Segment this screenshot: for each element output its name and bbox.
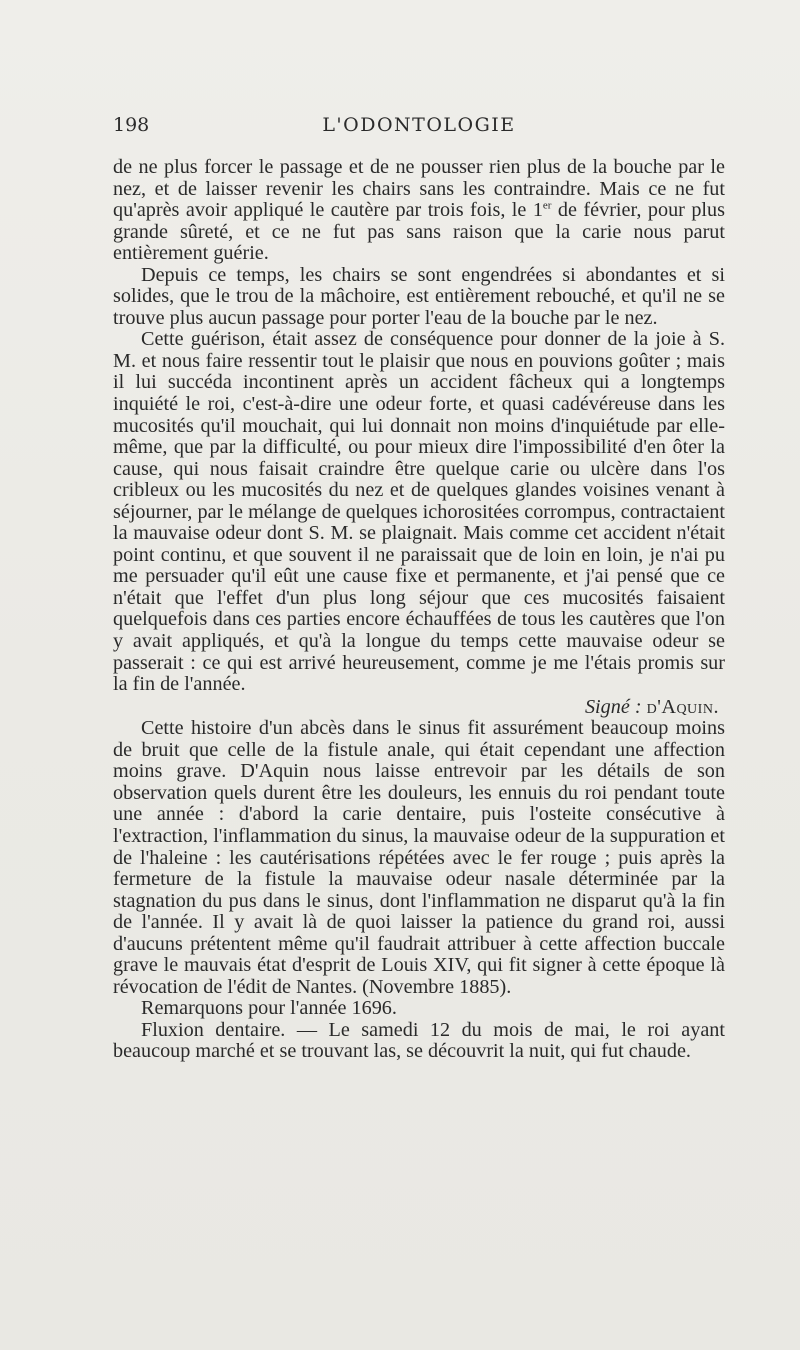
paragraph-1-text-a: de ne plus forcer le passage et de ne pousser rien plus de la bouche par le nez, et de laisser revenir les chairs sans les contraindre. Mais ce ne fut qu'après avoir appliqué le cautère par trois fois, le 1	[113, 156, 725, 222]
signature-label: Signé :	[584, 695, 642, 718]
signature-name: d'Aquin.	[646, 695, 719, 718]
paragraph-2: Depuis ce temps, les chairs se sont engendrées si abondantes et si solides, que le trou de la mâchoire, est entièrement rebouché, et qu'il ne se trouve plus aucun passage pour porter l'eau de la bouche par le nez.	[113, 263, 725, 329]
ordinal-superscript: er	[542, 199, 552, 212]
page-header	[113, 114, 725, 144]
signature	[113, 697, 725, 719]
paragraph-6: Fluxion dentaire. — Le samedi 12 du mois de mai, le roi ayant beaucoup marché et se trouvant las, se découvrit la nuit, qui fut chaude.	[113, 1018, 725, 1063]
paragraph-5: Remarquons pour l'année 1696.	[141, 997, 397, 1020]
paragraph-3: Cette guérison, était assez de conséquence pour donner de la joie à S. M. et nous faire ressentir tout le plaisir que nous en pouvions goûter ; mais il lui succéda incontinent après un accident fâcheux qui a longtemps inquiété le roi, c'est-à-dire une odeur forte, et quasi cadévéreuse dans les mucosités qu'il mouchait, qui lui donnait non moins d'inquiétude par elle-même, que par la difficulté, ou pour mieux dire l'impossibilité d'en ôter la cause, qui nous faisait craindre être quelque carie ou ulcère dans l'os cribleux ou les mucosités du nez et de quelques glandes voisines venant à séjourner, par le mélange de quelques ichorositées corrompus, contractaient la mauvaise odeur dont S. M. se plaignait. Mais comme cet accident n'était point continu, et que souvent il ne paraissait que de loin en loin, je n'ai pu me persuader qu'il eût une cause fixe et permanente, et j'ai pensé que ce n'était que l'effet d'un plus long séjour que ces mucosités faisaient quelquefois dans ces parties encore échauffées de tous les cautères que l'on y avait appliqués, et qu'à la longue du temps cette mauvaise odeur se passerait : ce qui est arrivé heureusement, comme je me l'étais promis sur la fin de l'année.	[113, 328, 725, 696]
paragraph-1	[113, 157, 725, 265]
body-text	[113, 157, 725, 1063]
page-number: 198	[113, 114, 150, 136]
running-title: L'ODONTOLOGIE	[322, 114, 516, 136]
paragraph-4: Cette histoire d'un abcès dans le sinus fit assurément beaucoup moins de bruit que celle de la fistule anale, qui était cependant une affection moins grave. D'Aquin nous laisse entrevoir par les détails de son observation quels durent être les douleurs, les ennuis du roi pendant toute une année : d'abord la carie dentaire, puis l'osteite consécutive à l'extraction, l'inflammation du sinus, la mauvaise odeur de la suppuration et de l'haleine : les cautérisations répétées avec le fer rouge ; puis après la fermeture de la fistule la mauvaise odeur nasale déterminée par la stagnation du pus dans le sinus, dont l'inflammation ne disparut qu'à la fin de l'année. Il y avait là de quoi laisser la patience du grand roi, aussi d'aucuns prétentent même qu'il faudrait attribuer à cette affection buccale grave le mauvais état d'esprit de Louis XIV, qui fit signer à cette époque là révocation de l'édit de Nantes. (Novembre 1885).	[113, 717, 725, 998]
paragraph-1-text-b: de février, pour plus grande sûreté, et ce ne fut pas sans raison que la carie nous parut entièrement guérie.	[113, 199, 725, 265]
